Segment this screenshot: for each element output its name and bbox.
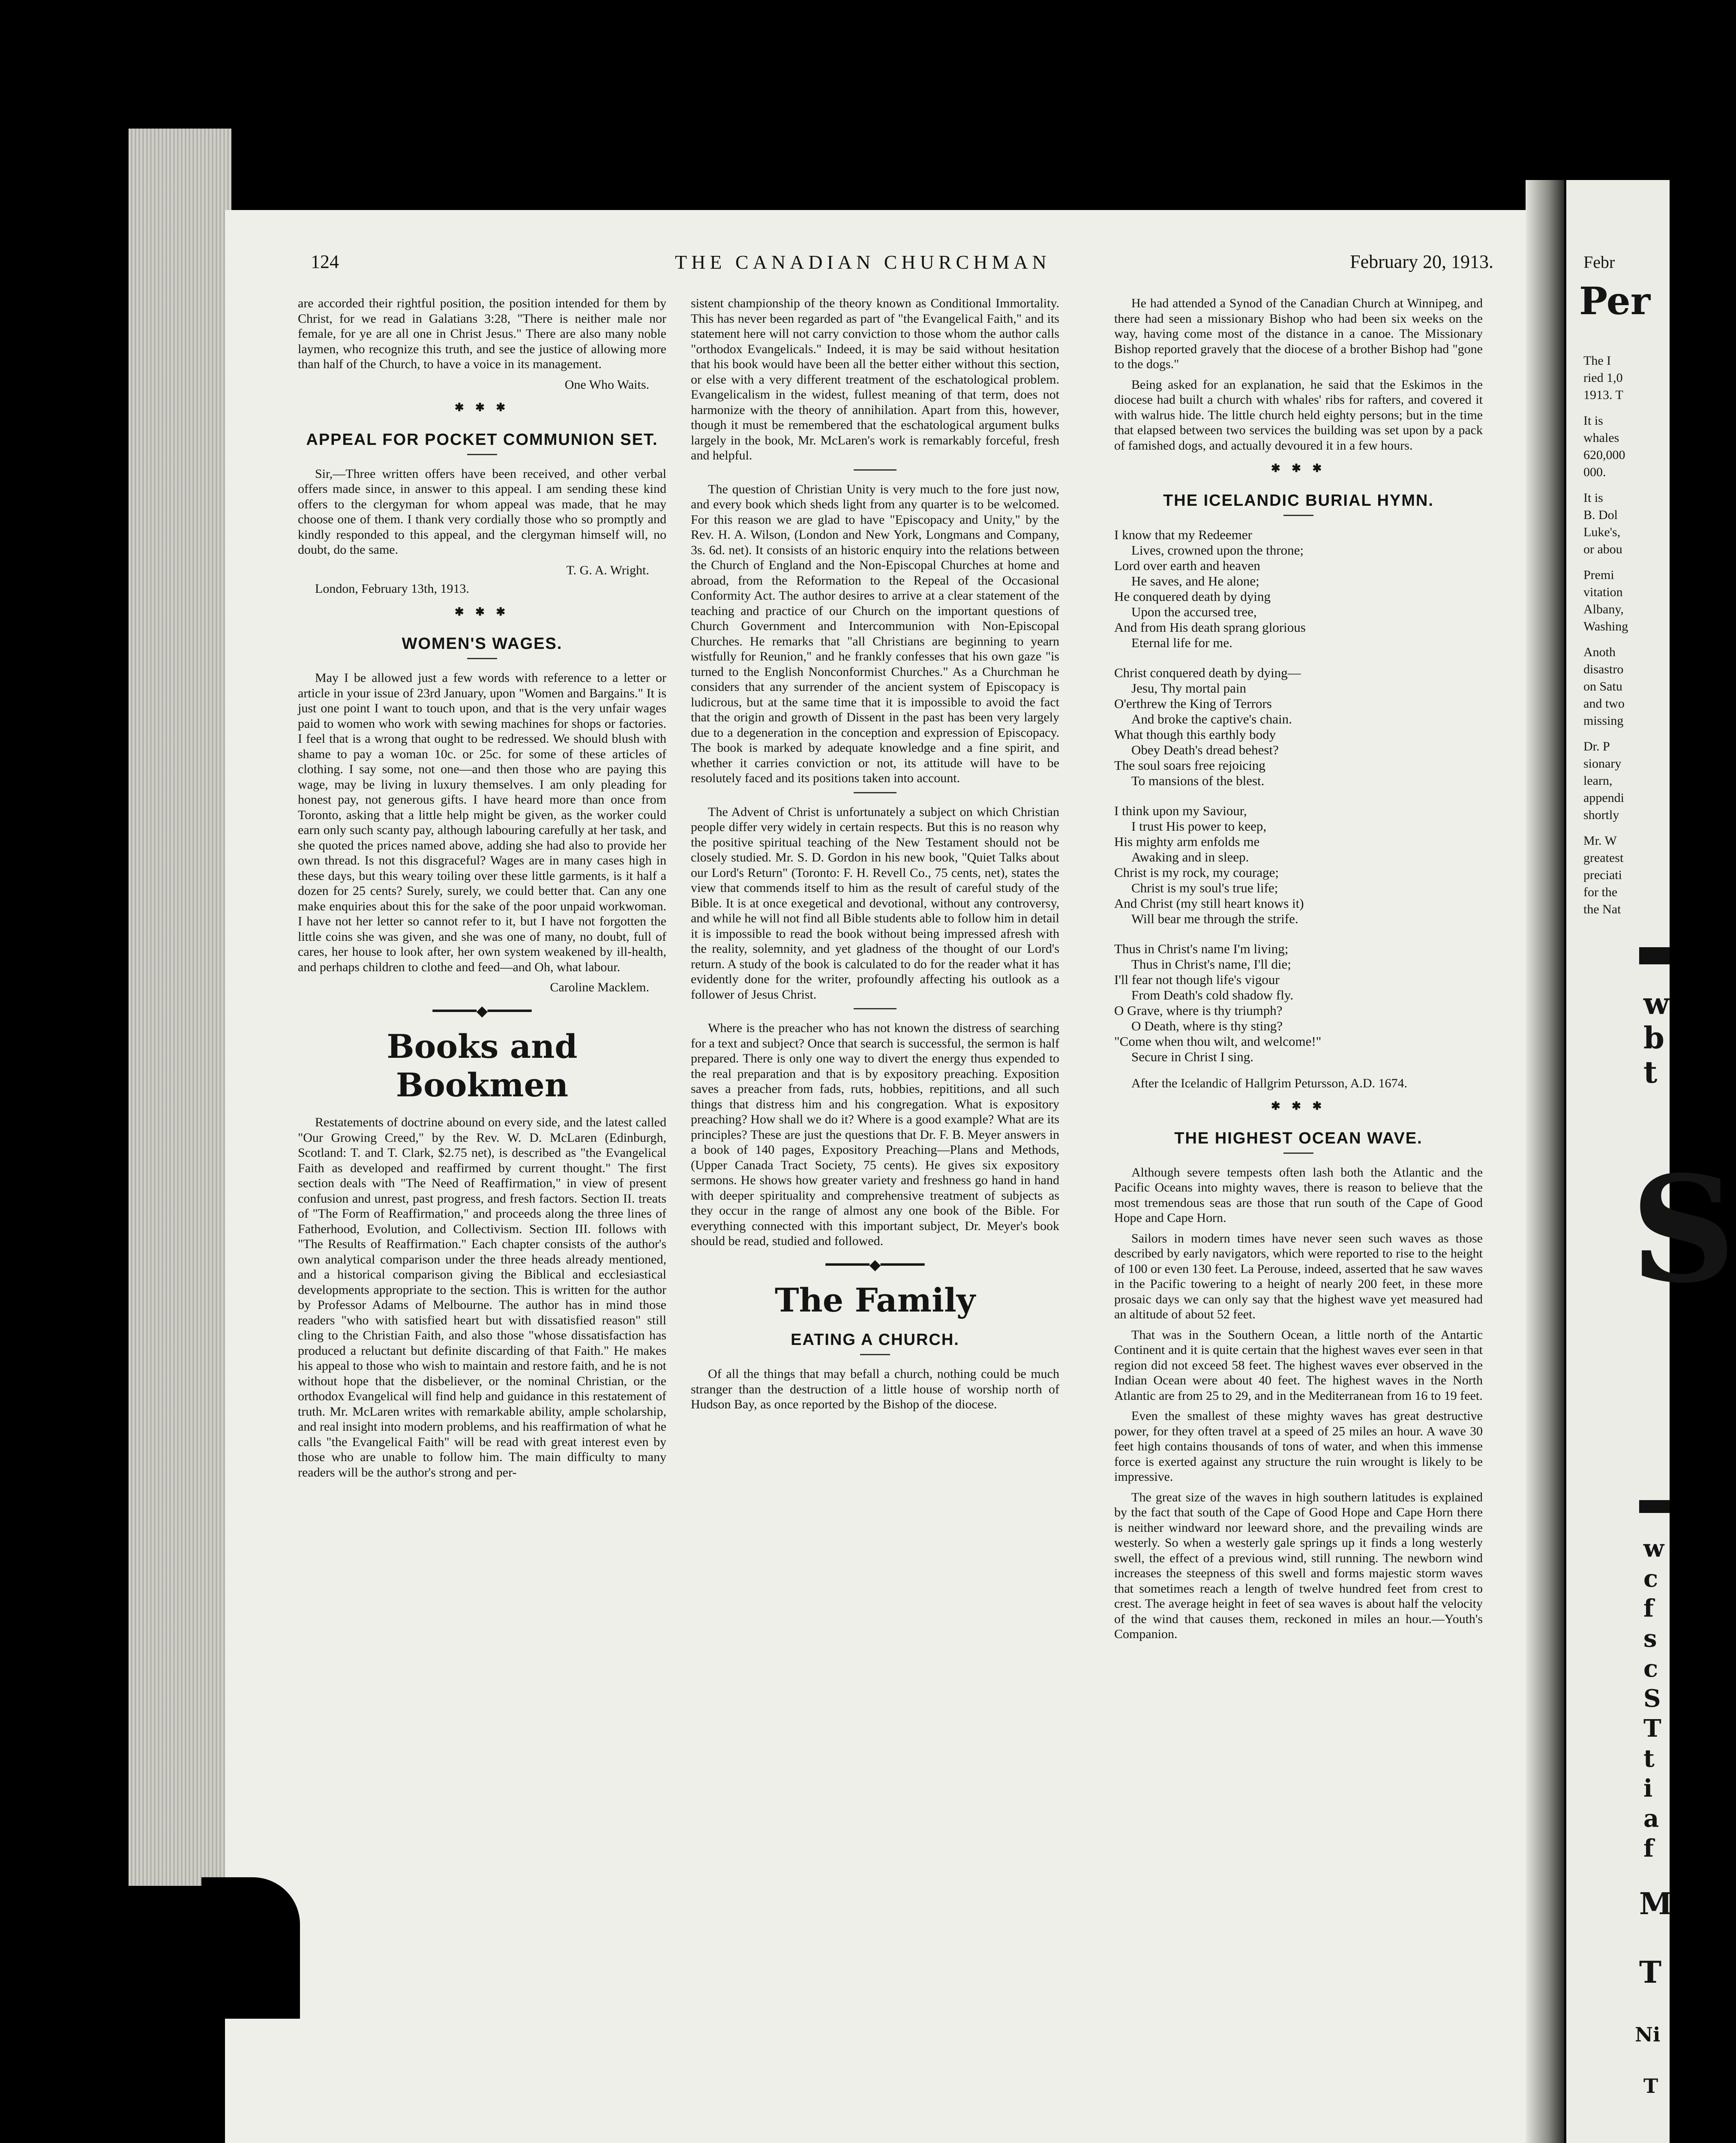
hymn-line: His mighty arm enfolds me — [1114, 834, 1260, 849]
ad-letter: i — [1643, 1774, 1653, 1803]
wages-body: May I be allowed just a few words with reference to a letter or article in your issue of 23rd January, upon "Women and Bargains." It is just one point I want to touch upon, and that is the very unfair wages paid to women who work with sewing machines for shops or factories. I feel that is a wrong that ought to be redressed. We should blush with shame to pay a woman 10c. or 25c. for some of these articles of clothing. I say some, not one—and then those who are paying this wage, may be living in luxury themselves. I am only pleading for honest pay, not generous gifts. I have heard more than once from Toronto, asking that a little help might be given, as the worker could earn only such scanty pay, although labouring carefully at her task, and she quoted the prices named above, adding she had also to provide her own thread. Is not this disgraceful? Wages are in many cases high in these days, but this weary toiling over these little garments, is it half a dozen for 25 cents? Surely, surely, we could better that. Can any one make enquiries about this for the sake of the poor unpaid workwoman. I have not her letter so cannot refer to it, but I have not forgotten the little coins she was given, and she was one of many, no doubt, full of cares, her house to look after, her own system weakened by ill-health, and perhaps children to clothe and feed—and Oh, what labour. — [298, 671, 666, 974]
thumb-shadow — [201, 1877, 300, 2019]
hymn-line: Obey Death's dread behest? — [1131, 742, 1279, 757]
hymn-line: He conquered death by dying — [1114, 588, 1271, 604]
hymn-line: The soul soars free rejoicing — [1114, 757, 1265, 773]
stanza-gap — [1114, 927, 1483, 941]
facing-line: Luke's, — [1583, 525, 1621, 539]
wages-heading: WOMEN'S WAGES. — [402, 635, 563, 653]
hymn-line: And broke the captive's chain. — [1131, 711, 1292, 726]
wave-paragraph: The great size of the waves in high southern latitudes is explained by the fact that south of the Cape of Good Hope and Cape Horn there is neither windward nor leeward shore, and the prevailing winds are westerly. So when a westerly gale springs up it finds a long westerly swell, the effect of a previous wind, still running. The newborn wind increases the steepness of this swell and forms majestic storm waves that sometimes reach a length of twelve hundred feet from crest to crest. The average height in feet of sea waves is about half the velocity of the wind that causes them, reckoned in miles an hour.—Youth's Companion. — [1114, 1490, 1483, 1641]
books-section-heading: Books and Bookmen — [387, 1027, 578, 1104]
facing-line: It is — [1583, 414, 1603, 428]
facing-line: appendi — [1583, 791, 1624, 805]
facing-line: shortly — [1583, 808, 1619, 822]
flourish-divider: ━━━━━◆━━━━━ — [432, 1003, 532, 1019]
ad-letter: T — [1643, 1714, 1661, 1743]
ad-letter: t — [1643, 1744, 1655, 1773]
ad-letter: w — [1643, 1534, 1664, 1563]
books-body: Restatements of doctrine abound on every side, and the latest called "Our Growing Creed," by the Rev. W. D. McLaren (Edinburgh, Scotland: T. and T. Clark, $2.75 net), is described as "the Evangelical Faith as developed and reaffirmed by current thought." The first section deals with "The Need of Reaffirmation," in view of present confusion and unrest, past progress, and fresh factors. Section II. treats of "The Form of Reaffirmation," and proceeds along the three lines of Fatherhood, Evolution, and Collectivism. Section III. follows with "The Results of Reaffirmation." Each chapter consists of the author's own analytical comparison under the three heads already mentioned, and a historical comparison giving the Biblical and ecclesiastical developments appropriate to the section. This is written for the author by Professor Adams of Melbourne. The author has in mind those readers "who with satisfied heart but with dissatisfied reason" still cling to the Christian Faith, and also those "whose dissatisfaction has produced a reluctant but definite discarding of that Faith." He makes his appeal to those who wish to maintain and restore faith, and he is not without hope that the disbeliever, or the nominal Christian, or the orthodox Evangelical will find help and guidance in this restatement of truth. Mr. McLaren writes with remarkable ability, ample scholarship, and real insight into modern problems, and his reaffirmation of what he calls "the Evangelical Faith" will be read with great interest even by those who are unable to follow him. The main difficulty to many readers will be the author's strong and per- — [298, 1115, 666, 1480]
facing-line: whales — [1583, 431, 1619, 445]
separator — [854, 792, 896, 793]
ad-border — [1639, 947, 1670, 964]
hymn-line: I trust His power to keep, — [1131, 818, 1267, 834]
hymn-line: Eternal life for me. — [1131, 635, 1232, 650]
page-number: 124 — [311, 251, 339, 272]
family-section-heading: The Family — [775, 1281, 975, 1319]
ad-letter: M — [1639, 1886, 1673, 1921]
ad-letter: S — [1643, 1684, 1661, 1713]
ornament: ✱ ✱ ✱ — [1271, 1100, 1326, 1112]
heading-rule — [1283, 515, 1313, 516]
book-gutter — [1526, 180, 1564, 2143]
ad-letter: f — [1643, 1834, 1654, 1863]
hymn-line: He saves, and He alone; — [1131, 573, 1259, 588]
facing-line: The I — [1583, 354, 1611, 368]
hymn-credit: After the Icelandic of Hallgrim Petursson, A.D. 1674. — [1131, 1076, 1408, 1090]
appeal-body: Sir,—Three written offers have been received, and other verbal offers made since, in answer to this appeal. I am sending these kind offers to the clergyman for whom appeal was made, that he may choose one of them. I thank very cordially those who so promptly and kindly responded to this appeal, and the clergyman himself will, no doubt, do the same. — [298, 466, 666, 557]
facing-page-edge — [1566, 180, 1736, 2143]
ad-border — [1639, 1500, 1670, 1513]
hymn-line: Christ is my rock, my courage; — [1114, 864, 1279, 880]
hymn-poem — [1114, 527, 1483, 1065]
facing-line: B. Dol — [1583, 508, 1618, 522]
book-page-edges — [129, 129, 231, 1886]
ad-letter: c — [1643, 1654, 1658, 1683]
hymn-line: Thus in Christ's name, I'll die; — [1131, 956, 1291, 972]
hymn-line: Will bear me through the strife. — [1131, 911, 1298, 926]
hymn-line: I think upon my Saviour, — [1114, 803, 1247, 818]
newspaper-title: THE CANADIAN CHURCHMAN — [675, 251, 1051, 273]
facing-line: or abou — [1583, 542, 1622, 556]
column-3 — [1114, 296, 1483, 1647]
facing-page-title: Per — [1579, 279, 1651, 323]
ad-letter: s — [1643, 1624, 1657, 1653]
facing-line: the Nat — [1583, 902, 1621, 916]
column-1 — [298, 296, 666, 1485]
eating-continuation-1: He had attended a Synod of the Canadian Church at Winnipeg, and there had seen a missionary Bishop who had been six weeks on the way, having come most of the distance in a canoe. The Missionary Bishop reported gravely that the diocese of a brother Bishop had "gone to the dogs." — [1114, 296, 1483, 371]
facing-line: vitation — [1583, 585, 1623, 599]
hymn-heading: THE ICELANDIC BURIAL HYMN. — [1163, 491, 1434, 510]
stanza-gap — [1114, 789, 1483, 803]
facing-line: 620,000 — [1583, 448, 1625, 462]
separator — [854, 469, 896, 471]
review-continuation: sistent championship of the theory known as Conditional Immortality. This has never been regarded as part of "the Evangelical Faith," and its statement here will not carry conviction to those whom the author calls "orthodox Evangelicals." Indeed, it is may be said without hesitation that his book would have been all the better either without this section, or else with a very different treatment of the eschatological problem. Evangelicalism in the widest, fullest meaning of that term, does not harmonize with the theory of annihilation. Apart from this, however, though it must be remembered that the eschatological argument bulks largely in the book, Mr. McLaren's work is remarkably forceful, fresh and helpful. — [691, 296, 1059, 462]
eating-heading: EATING A CHURCH. — [791, 1331, 959, 1349]
hymn-line: Secure in Christ I sing. — [1131, 1049, 1253, 1064]
heading-rule — [467, 454, 497, 455]
ad-letter: f — [1643, 1594, 1654, 1623]
wave-paragraph: Even the smallest of these mighty waves has great destructive power, for they often travel at a speed of 25 miles an hour. A wave 30 feet high contains thousands of tons of water, and when this immense force is exerted against any structure the ruin wrought is likely to be impressive. — [1114, 1409, 1483, 1484]
hymn-line: O Grave, where is thy triumph? — [1114, 1002, 1283, 1018]
hymn-line: And Christ (my still heart knows it) — [1114, 895, 1304, 911]
facing-line: missing — [1583, 714, 1624, 728]
ad-letter: a — [1643, 1804, 1659, 1833]
issue-date: February 20, 1913. — [1350, 251, 1493, 272]
wages-signature: Caroline Macklem. — [550, 980, 649, 994]
running-head — [311, 251, 1493, 276]
letter-signature: One Who Waits. — [564, 377, 649, 392]
review-advent: The Advent of Christ is unfortunately a subject on which Christian people differ very widely in certain respects. But this is no reason why the positive spiritual teaching of the New Testament should not be closely studied. Mr. S. D. Gordon in his new book, "Quiet Talks about our Lord's Return" (Toronto: F. H. Revell Co., 75 cents, net), states the view that commends itself to him as the result of careful study of the Bible. It is at once exegetical and devotional, without any controversy, and while he will not find all Bible students able to follow him in detail it is impossible to read the book without being impressed afresh with the reality, solemnity, and yet gladness of the thought of our Lord's return. A study of the book is calculated to do for the reader what it has evidently done for the writer, profoundly affecting his outlook as a follower of Jesus Christ. — [691, 804, 1059, 1002]
hymn-line: Thus in Christ's name I'm living; — [1114, 941, 1289, 956]
ad-letter: t — [1643, 1054, 1658, 1090]
ad-letter: S — [1631, 1144, 1736, 1315]
hymn-line: Upon the accursed tree, — [1131, 604, 1257, 619]
hymn-line: And from His death sprang glorious — [1114, 619, 1306, 635]
facing-line: Dr. P — [1583, 739, 1610, 753]
ad-letter: w — [1643, 986, 1670, 1021]
appeal-place-date: London, February 13th, 1913. — [315, 582, 469, 596]
facing-line: greatest — [1583, 851, 1624, 865]
facing-line: Mr. W — [1583, 834, 1617, 848]
ornament: ✱ ✱ ✱ — [454, 401, 510, 414]
facing-line: 1913. T — [1583, 388, 1623, 402]
facing-line: It is — [1583, 491, 1603, 505]
heading-rule — [860, 1354, 890, 1355]
hymn-line: O Death, where is thy sting? — [1131, 1018, 1283, 1033]
facing-line: 000. — [1583, 465, 1606, 479]
facing-line: disastro — [1583, 662, 1624, 676]
facing-line: preciati — [1583, 868, 1622, 882]
separator — [854, 1008, 896, 1009]
ad-letter: T — [1639, 1954, 1662, 1990]
column-2 — [691, 296, 1059, 1417]
ad-letter: T — [1643, 2074, 1658, 2098]
ad-letter: Ni — [1635, 2023, 1661, 2046]
letter-continuation: are accorded their rightful position, the position intended for them by Christ, for we read in Galatians 3:28, "There is neither male nor female, for ye are all one in Christ Jesus." There are also many noble laymen, who recognize this truth, and see the justice of allowing more than half of the Church, to have a voice in its management. — [298, 296, 666, 371]
hymn-line: Christ conquered death by dying— — [1114, 665, 1301, 680]
facing-line: on Satu — [1583, 679, 1622, 693]
hymn-line: Jesu, Thy mortal pain — [1131, 680, 1247, 696]
wave-paragraph: Sailors in modern times have never seen such waves as those described by early navigators, which were reported to rise to the height of 100 or even 130 feet. La Perouse, indeed, asserted that he saw waves in the Pacific towering to a height of nearly 200 feet, in these more prosaic days we can only say that the highest wave yet measured had an altitude of about 52 feet. — [1114, 1231, 1483, 1321]
stanza-gap — [1114, 651, 1483, 665]
hymn-line: "Come when thou wilt, and welcome!" — [1114, 1033, 1322, 1049]
wave-heading: THE HIGHEST OCEAN WAVE. — [1174, 1129, 1423, 1147]
ornament: ✱ ✱ ✱ — [1271, 462, 1326, 474]
hymn-line: Awaking and in sleep. — [1131, 849, 1249, 864]
hymn-line: Lives, crowned upon the throne; — [1131, 542, 1304, 558]
wave-paragraph: Although severe tempests often lash both the Atlantic and the Pacific Oceans into mighty waves, there is reason to believe that the most tremendous seas are those that run south of the Cape of Good Hope and Cape Horn. — [1114, 1165, 1483, 1225]
facing-line: and two — [1583, 696, 1625, 711]
appeal-heading: APPEAL FOR POCKET COMMUNION SET. — [306, 430, 658, 449]
hymn-line: I know that my Redeemer — [1114, 527, 1252, 542]
facing-page-head: Febr — [1583, 252, 1615, 272]
hymn-line: To mansions of the blest. — [1131, 773, 1265, 788]
facing-line: learn, — [1583, 774, 1613, 788]
facing-line: ried 1,0 — [1583, 371, 1623, 385]
eating-continuation-2: Being asked for an explanation, he said that the Eskimos in the diocese had built a church with whales' ribs for rafters, and covered it with walrus hide. The little church held eighty persons; but in the time that elapsed between two services the building was set upon by a pack of famished dogs, and actually devoured it in a few hours. — [1114, 377, 1483, 453]
eating-body: Of all the things that may befall a church, nothing could be much stranger than the destruction of a little house of worship north of Hudson Bay, as once reported by the Bishop of the diocese. — [691, 1367, 1059, 1411]
facing-line: Washing — [1583, 619, 1628, 633]
review-episcopacy: The question of Christian Unity is very much to the fore just now, and every book which sheds light from any quarter is to be welcomed. For this reason we are glad to have "Episcopacy and Unity," by the Rev. H. A. Wilson, (London and New York, Longmans and Company, 3s. 6d. net). It consists of an historic enquiry into the relations between the Church of England and the Non-Episcopal Churches at home and abroad, from the Reformation to the Repeal of the Occasional Conformity Act. The author desires to arrive at a clear statement of the teaching and practice of our Church on the important questions of Church Government and Intercommunion with Non-Episcopal Churches. He remarks that "all Christians are beginning to yearn wistfully for Reunion," and he frankly confesses that his own gaze "is turned to the English Nonconformist Churches." As a Churchman he considers that any surrender of the ancient system of Episcopacy is ludicrous, but at the same time that it is impossible to avoid the fact that the origin and growth of Dissent in the past has been very largely due to a degeneration in the conception and expression of Episcopacy. The book is marked by adequate knowledge and a fine spirit, and whether it carries conviction or not, its attitude will have to be resolutely faced and its positions taken into account. — [691, 482, 1059, 785]
facing-line: Anoth — [1583, 645, 1616, 659]
hymn-line: O'erthrew the King of Terrors — [1114, 696, 1272, 711]
facing-line: for the — [1583, 885, 1618, 899]
appeal-signature: T. G. A. Wright. — [566, 563, 649, 577]
heading-rule — [467, 658, 497, 659]
ad-letter: b — [1643, 1020, 1664, 1056]
review-preaching: Where is the preacher who has not known the distress of searching for a text and subject? Once that search is successful, the sermon is half prepared. There is only one way to divert the energy thus expended to the real preparation and that is by expository preaching. Exposition saves a preacher from fads, ruts, hobbies, repititions, and all such things that distress him and his congregation. What is expository preaching? How shall we do it? Where is a good example? What are its principles? These are just the questions that Dr. F. B. Meyer answers in a book of 140 pages, Expository Preaching—Plans and Methods, (Upper Canada Tract Society, 75 cents). He gives six expository sermons. He shows how greater variety and freshness go hand in hand with deeper spirituality and comprehensive treatment of subjects as they occur in the range of almost any one book of the Bible. For everything connected with this important subject, Dr. Meyer's book should be read, studied and followed. — [691, 1021, 1059, 1248]
flourish-divider: ━━━━━◆━━━━━ — [825, 1257, 925, 1273]
wave-paragraph: That was in the Southern Ocean, a little north of the Antartic Continent and it is quite certain that the highest waves ever seen in that region did not exceed 58 feet. The highest waves ever observed in the Indian Ocean were about 40 feet. The highest waves in the North Atlantic are from 25 to 29, and in the Mediterranean from 16 to 19 feet. — [1114, 1327, 1483, 1403]
hymn-line: Christ is my soul's true life; — [1131, 880, 1278, 895]
facing-line: Premi — [1583, 568, 1614, 582]
ad-letter: c — [1643, 1564, 1658, 1593]
hymn-line: From Death's cold shadow fly. — [1131, 987, 1294, 1002]
facing-line: sionary — [1583, 756, 1622, 771]
heading-rule — [1283, 1153, 1313, 1154]
facing-line: Albany, — [1583, 602, 1624, 616]
hymn-line: What though this earthly body — [1114, 726, 1276, 742]
ornament: ✱ ✱ ✱ — [454, 605, 510, 618]
hymn-line: Lord over earth and heaven — [1114, 558, 1260, 573]
hymn-line: I'll fear not though life's vigour — [1114, 972, 1280, 987]
